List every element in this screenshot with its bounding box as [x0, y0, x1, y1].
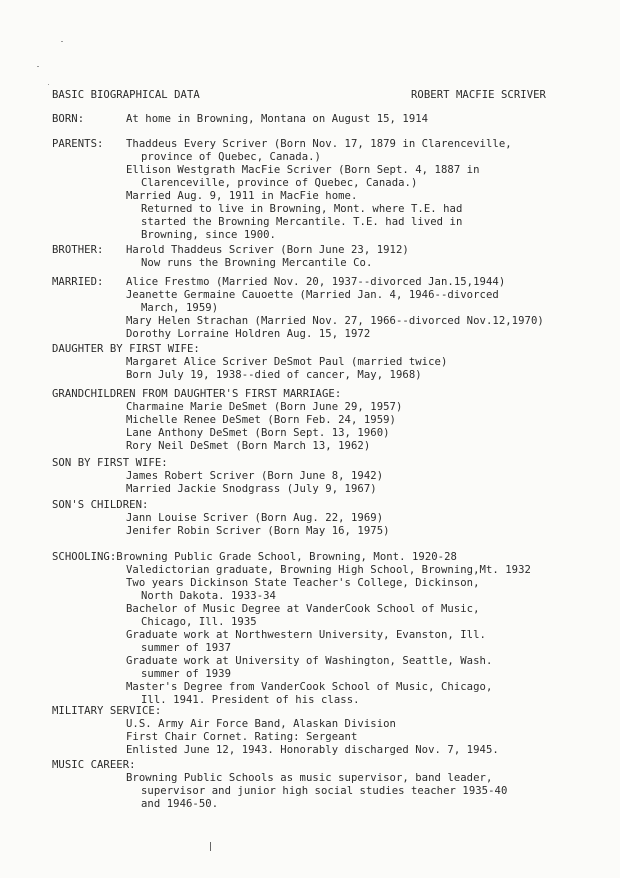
- text-line: U.S. Army Air Force Band, Alaskan Division: [126, 718, 396, 730]
- text-line: province of Quebec, Canada.): [141, 151, 321, 163]
- text-line: At home in Browning, Montana on August 15, 1914: [126, 113, 429, 125]
- section-label: MILITARY SERVICE:: [52, 705, 162, 717]
- text-line: March, 1959): [141, 302, 219, 314]
- text-line: Bachelor of Music Degree at VanderCook School of Music,: [126, 603, 480, 615]
- text-line: Charmaine Marie DeSmet (Born June 29, 1957): [126, 401, 403, 413]
- text-line: summer of 1937: [141, 642, 231, 654]
- married-section: [52, 276, 612, 341]
- parents-section: [52, 138, 612, 242]
- music-career-section: [52, 759, 612, 811]
- section-label: GRANDCHILDREN FROM DAUGHTER'S FIRST MARRIAGE:: [52, 388, 342, 400]
- text-line: Dorothy Lorraine Holdren Aug. 15, 1972: [126, 328, 371, 340]
- text-line: Returned to live in Browning, Mont. where T.E. had: [141, 203, 463, 215]
- text-line: Thaddeus Every Scriver (Born Nov. 17, 1879 in Clarenceville,: [126, 138, 512, 150]
- text-line: and 1946-50.: [141, 798, 219, 810]
- text-line: Clarenceville, province of Quebec, Canada.): [141, 177, 418, 189]
- section-label: SON'S CHILDREN:: [52, 499, 149, 511]
- section-label: MARRIED:: [52, 276, 104, 288]
- text-line: Ill. 1941. President of his class.: [141, 694, 360, 706]
- text-line: Graduate work at University of Washington, Seattle, Wash.: [126, 655, 493, 667]
- text-line: Graduate work at Northwestern University, Evanston, Ill.: [126, 629, 486, 641]
- text-line: Jenifer Robin Scriver (Born May 16, 1975): [126, 525, 390, 537]
- text-line: Valedictorian graduate, Browning High School, Browning,Mt. 1932: [126, 564, 531, 576]
- text-line: First Chair Cornet. Rating: Sergeant: [126, 731, 358, 743]
- military-section: [52, 705, 612, 757]
- text-line: Jann Louise Scriver (Born Aug. 22, 1969): [126, 512, 384, 524]
- text-line: Jeanette Germaine Cauoette (Married Jan. 4, 1946--divorced: [126, 289, 499, 301]
- daughter-section: [52, 343, 612, 382]
- section-label: SCHOOLING:: [52, 551, 117, 563]
- text-line: Michelle Renee DeSmet (Born Feb. 24, 1959): [126, 414, 396, 426]
- text-line: summer of 1939: [141, 668, 231, 680]
- brother-section: [52, 244, 612, 270]
- text-line: Browning Public Schools as music supervisor, band leader,: [126, 772, 493, 784]
- text-line: started the Browning Mercantile. T.E. had lived in: [141, 216, 463, 228]
- section-label: SON BY FIRST WIFE:: [52, 457, 168, 469]
- section-label: BORN:: [52, 113, 85, 125]
- born-section: [52, 113, 612, 126]
- text-line: Chicago, Ill. 1935: [141, 616, 257, 628]
- text-line: Harold Thaddeus Scriver (Born June 23, 1912): [126, 244, 409, 256]
- text-line: Margaret Alice Scriver DeSmot Paul (married twice): [126, 356, 448, 368]
- section-label: DAUGHTER BY FIRST WIFE:: [52, 343, 200, 355]
- grandchildren-section: [52, 388, 612, 453]
- text-line: Enlisted June 12, 1943. Honorably discharged Nov. 7, 1945.: [126, 744, 499, 756]
- text-line: James Robert Scriver (Born June 8, 1942): [126, 470, 384, 482]
- text-line: Born July 19, 1938--died of cancer, May, 1968): [126, 369, 422, 381]
- section-label: MUSIC CAREER:: [52, 759, 136, 771]
- text-line: supervisor and junior high social studies teacher 1935-40: [141, 785, 508, 797]
- text-line: Browning Public Grade School, Browning, Mont. 1920-28: [116, 551, 457, 563]
- section-label: BROTHER:: [52, 244, 104, 256]
- text-line: Mary Helen Strachan (Married Nov. 27, 1966--divorced Nov.12,1970): [126, 315, 544, 327]
- doc-heading: BASIC BIOGRAPHICAL DATA: [52, 89, 200, 101]
- schooling-section: [52, 551, 612, 707]
- text-line: Married Jackie Snodgrass (July 9, 1967): [126, 483, 377, 495]
- section-label: PARENTS:: [52, 138, 104, 150]
- text-line: Married Aug. 9, 1911 in MacFie home.: [126, 190, 358, 202]
- text-line: Ellison Westgrath MacFie Scriver (Born Sept. 4, 1887 in: [126, 164, 480, 176]
- text-line: Two years Dickinson State Teacher's College, Dickinson,: [126, 577, 480, 589]
- subject-name: ROBERT MACFIE SCRIVER: [411, 89, 546, 101]
- text-line: Now runs the Browning Mercantile Co.: [141, 257, 373, 269]
- son-section: [52, 457, 612, 496]
- text-line: Alice Frestmo (Married Nov. 20, 1937--divorced Jan.15,1944): [126, 276, 506, 288]
- text-line: Rory Neil DeSmet (Born March 13, 1962): [126, 440, 371, 452]
- page-edge-mark: [210, 842, 211, 851]
- text-line: Browning, since 1900.: [141, 229, 276, 241]
- text-line: North Dakota. 1933-34: [141, 590, 276, 602]
- sons-children-section: [52, 499, 612, 538]
- text-line: Master's Degree from VanderCook School of Music, Chicago,: [126, 681, 493, 693]
- text-line: Lane Anthony DeSmet (Born Sept. 13, 1960): [126, 427, 390, 439]
